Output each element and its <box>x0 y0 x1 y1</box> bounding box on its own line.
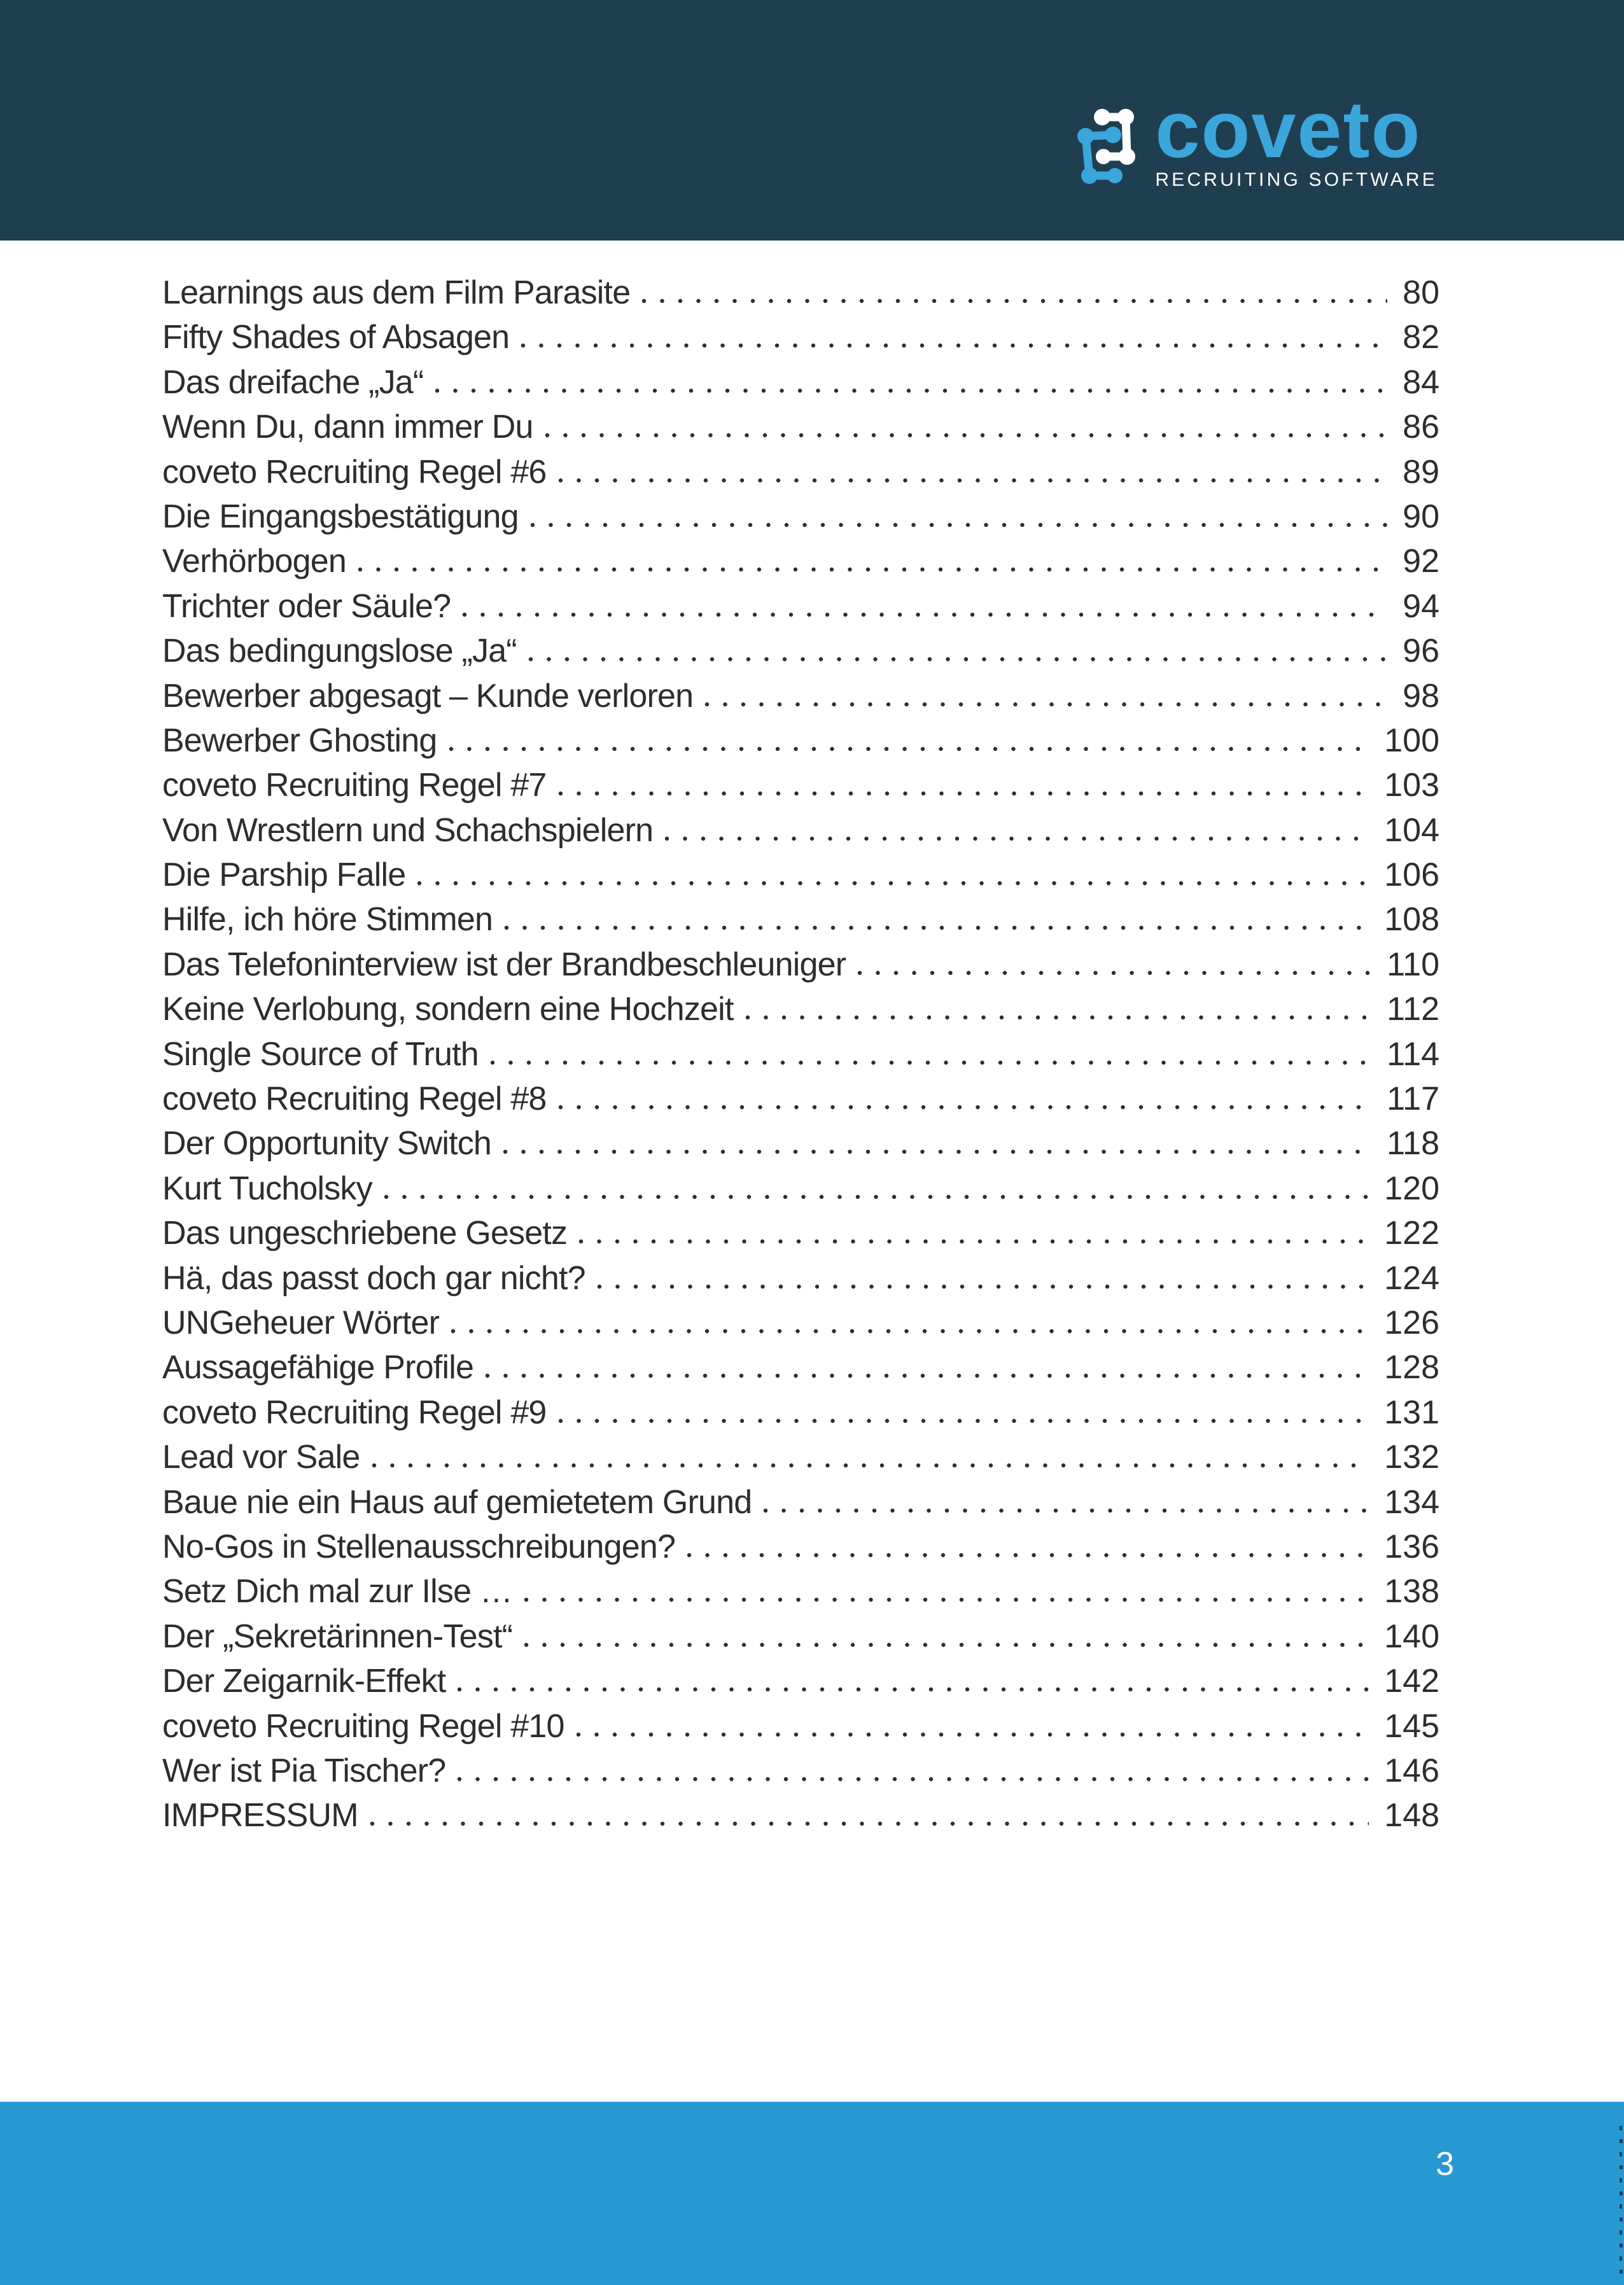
dot-leader <box>597 1284 1369 1289</box>
toc-entry-title: Von Wrestlern und Schachspielern <box>162 811 654 849</box>
toc-entry-page-number: 82 <box>1403 319 1439 356</box>
toc-entry-page-number: 142 <box>1384 1663 1439 1700</box>
toc-entry[interactable] <box>162 315 1439 360</box>
toc-entry-title: No-Gos in Stellenausschreibungen? <box>162 1528 676 1565</box>
toc-entry[interactable] <box>162 1793 1439 1838</box>
dot-leader <box>576 1732 1369 1737</box>
toc-entry-title: Der „Sekretärinnen-Test“ <box>162 1618 513 1655</box>
toc-entry-page-number: 122 <box>1384 1215 1439 1252</box>
toc-entry-page-number: 104 <box>1384 811 1439 849</box>
coveto-logo <box>1076 85 1438 191</box>
toc-entry[interactable] <box>162 763 1439 807</box>
toc-entry-title: Das ungeschriebene Gesetz <box>162 1215 568 1252</box>
dot-leader <box>558 478 1388 483</box>
toc-entry-title: UNGeheuer Wörter <box>162 1304 440 1341</box>
toc-entry[interactable] <box>162 270 1439 315</box>
logo-tagline: RECRUITING SOFTWARE <box>1155 169 1438 190</box>
footer-bar <box>0 2102 1624 2285</box>
toc-entry-page-number: 84 <box>1403 363 1439 401</box>
toc-entry[interactable] <box>162 1211 1439 1255</box>
toc-entry-page-number: 114 <box>1387 1035 1439 1073</box>
toc-entry-page-number: 146 <box>1384 1752 1439 1789</box>
toc-entry[interactable] <box>162 405 1439 449</box>
toc-entry-title: Verhörbogen <box>162 543 347 580</box>
dot-leader <box>528 657 1387 662</box>
toc-entry-title: Learnings aus dem Film Parasite <box>162 274 631 311</box>
dot-leader <box>524 1642 1369 1647</box>
toc-entry-title: Lead vor Sale <box>162 1439 360 1476</box>
toc-entry-title: Setz Dich mal zur Ilse … <box>162 1573 513 1611</box>
toc-entry-title: coveto Recruiting Regel #9 <box>162 1394 547 1431</box>
toc-entry-page-number: 138 <box>1384 1573 1439 1611</box>
dot-leader <box>490 1060 1371 1065</box>
dot-leader <box>485 1373 1369 1378</box>
toc-entry-title: IMPRESSUM <box>162 1797 358 1834</box>
toc-entry-title: Wenn Du, dann immer Du <box>162 409 533 446</box>
toc-entry[interactable] <box>162 1704 1439 1749</box>
toc-entry[interactable] <box>162 1166 1439 1211</box>
toc-entry[interactable] <box>162 674 1439 718</box>
toc-entry[interactable] <box>162 360 1439 405</box>
toc-entry[interactable] <box>162 1659 1439 1703</box>
toc-entry-page-number: 92 <box>1403 543 1439 580</box>
toc-entry-page-number: 134 <box>1384 1483 1439 1521</box>
dot-leader <box>558 791 1369 796</box>
toc-entry[interactable] <box>162 1614 1439 1659</box>
toc-entry-title: Kurt Tucholsky <box>162 1170 372 1207</box>
toc-entry-title: Single Source of Truth <box>162 1035 479 1073</box>
toc-entry-title: coveto Recruiting Regel #6 <box>162 453 547 491</box>
toc-entry[interactable] <box>162 1345 1439 1390</box>
toc-entry-page-number: 86 <box>1403 409 1439 446</box>
dot-leader <box>384 1194 1369 1199</box>
toc-entry-page-number: 140 <box>1384 1618 1439 1655</box>
toc-entry[interactable] <box>162 1435 1439 1479</box>
dot-leader <box>745 1015 1372 1020</box>
dot-leader <box>417 881 1369 886</box>
toc-entry-page-number: 126 <box>1384 1304 1439 1341</box>
toc-entry-page-number: 145 <box>1384 1707 1439 1745</box>
footer-page-number: 3 <box>1436 2146 1454 2183</box>
toc-entry-page-number: 98 <box>1403 677 1439 715</box>
toc-entry-page-number: 148 <box>1384 1797 1439 1834</box>
toc-entry-page-number: 110 <box>1387 946 1439 983</box>
toc-entry[interactable] <box>162 853 1439 897</box>
dot-leader <box>704 702 1387 707</box>
toc-entry-page-number: 94 <box>1403 587 1439 625</box>
toc-entry-title: Baue nie ein Haus auf gemietetem Grund <box>162 1483 752 1521</box>
toc-entry-title: Keine Verlobung, sondern eine Hochzeit <box>162 991 734 1028</box>
toc-entry-title: Das Telefoninterview ist der Brandbeschleuniger <box>162 946 846 983</box>
toc-entry[interactable] <box>162 629 1439 673</box>
toc-entry-page-number: 106 <box>1384 856 1439 894</box>
dot-leader <box>687 1553 1369 1558</box>
toc-entry[interactable] <box>162 494 1439 539</box>
toc-entry-page-number: 90 <box>1403 498 1439 535</box>
toc-entry[interactable] <box>162 1525 1439 1569</box>
dot-leader <box>763 1508 1369 1513</box>
toc-entry-title: Die Parship Falle <box>162 856 406 894</box>
coveto-network-icon <box>1076 101 1140 186</box>
toc-entry[interactable] <box>162 539 1439 583</box>
toc-entry[interactable] <box>162 1480 1439 1525</box>
toc-entry-title: Das bedingungslose „Ja“ <box>162 632 517 670</box>
toc-entry-title: coveto Recruiting Regel #7 <box>162 767 547 804</box>
dot-leader <box>664 836 1369 841</box>
dot-leader <box>462 612 1387 617</box>
toc-entry[interactable] <box>162 942 1439 987</box>
toc-entry-title: Aussagefähige Profile <box>162 1349 474 1387</box>
toc-entry-page-number: 128 <box>1384 1349 1439 1387</box>
toc-entry-title: coveto Recruiting Regel #10 <box>162 1707 564 1745</box>
toc-entry-title: Wer ist Pia Tischer? <box>162 1752 446 1789</box>
toc-list <box>162 270 1439 1838</box>
toc-entry[interactable] <box>162 1569 1439 1614</box>
toc-entry-page-number: 103 <box>1384 767 1439 804</box>
toc-entry-title: Fifty Shades of Absagen <box>162 319 510 356</box>
toc-entry-page-number: 131 <box>1384 1394 1439 1431</box>
dot-leader <box>857 970 1371 975</box>
toc-entry-title: Bewerber Ghosting <box>162 722 437 759</box>
dot-leader <box>558 1105 1372 1110</box>
toc-entry-page-number: 117 <box>1387 1080 1439 1118</box>
toc-entry[interactable] <box>162 1121 1439 1166</box>
toc-entry-page-number: 112 <box>1387 991 1439 1028</box>
dot-leader <box>449 746 1369 751</box>
dot-leader <box>370 1821 1369 1826</box>
dot-leader <box>457 1687 1369 1692</box>
toc-entry[interactable] <box>162 897 1439 942</box>
dot-leader <box>521 343 1387 348</box>
edge-micro-marks <box>1620 2126 1623 2274</box>
dot-leader <box>530 522 1387 528</box>
dot-leader <box>504 925 1369 930</box>
dot-leader <box>641 298 1387 304</box>
toc-entry-title: Bewerber abgesagt – Kunde verloren <box>162 677 694 715</box>
toc-entry-title: Hilfe, ich höre Stimmen <box>162 901 493 939</box>
dot-leader <box>358 567 1387 572</box>
toc-entry-page-number: 80 <box>1403 274 1439 311</box>
toc-entry-title: Das dreifache „Ja“ <box>162 363 424 401</box>
toc-entry[interactable] <box>162 1390 1439 1435</box>
toc-entry-title: Der Opportunity Switch <box>162 1125 492 1163</box>
toc-entry[interactable] <box>162 450 1439 494</box>
toc-entry[interactable] <box>162 1077 1439 1121</box>
header-bar <box>0 0 1624 241</box>
dot-leader <box>457 1777 1369 1782</box>
toc-entry-title: Trichter oder Säule? <box>162 587 451 625</box>
toc-entry-page-number: 96 <box>1403 632 1439 670</box>
toc-entry[interactable] <box>162 987 1439 1031</box>
toc-entry[interactable] <box>162 1032 1439 1077</box>
toc-entry-page-number: 124 <box>1384 1259 1439 1297</box>
toc-entry-title: Die Eingangsbestätigung <box>162 498 519 535</box>
toc-entry-title: Hä, das passt doch gar nicht? <box>162 1259 585 1297</box>
toc-entry-title: Der Zeigarnik-Effekt <box>162 1663 446 1700</box>
toc-entry[interactable] <box>162 1256 1439 1301</box>
dot-leader <box>435 388 1387 393</box>
toc-entry-page-number: 118 <box>1387 1125 1439 1163</box>
toc-entry-page-number: 100 <box>1384 722 1439 759</box>
toc-entry[interactable] <box>162 1749 1439 1793</box>
toc-entry-page-number: 136 <box>1384 1528 1439 1565</box>
toc-entry[interactable] <box>162 584 1439 629</box>
dot-leader <box>503 1149 1371 1154</box>
dot-leader <box>524 1597 1369 1602</box>
dot-leader <box>372 1463 1369 1468</box>
dot-leader <box>451 1329 1369 1334</box>
dot-leader <box>578 1239 1369 1244</box>
toc-entry-page-number: 132 <box>1384 1439 1439 1476</box>
dot-leader <box>558 1418 1369 1423</box>
toc-entry-page-number: 120 <box>1384 1170 1439 1207</box>
toc-entry-title: coveto Recruiting Regel #8 <box>162 1080 547 1118</box>
toc-entry-page-number: 108 <box>1384 901 1439 939</box>
logo-wordmark: coveto <box>1155 85 1422 174</box>
toc-entry[interactable] <box>162 1301 1439 1345</box>
toc-entry[interactable] <box>162 718 1439 763</box>
dot-leader <box>545 433 1388 438</box>
toc-entry[interactable] <box>162 808 1439 853</box>
toc-entry-page-number: 89 <box>1403 453 1439 491</box>
